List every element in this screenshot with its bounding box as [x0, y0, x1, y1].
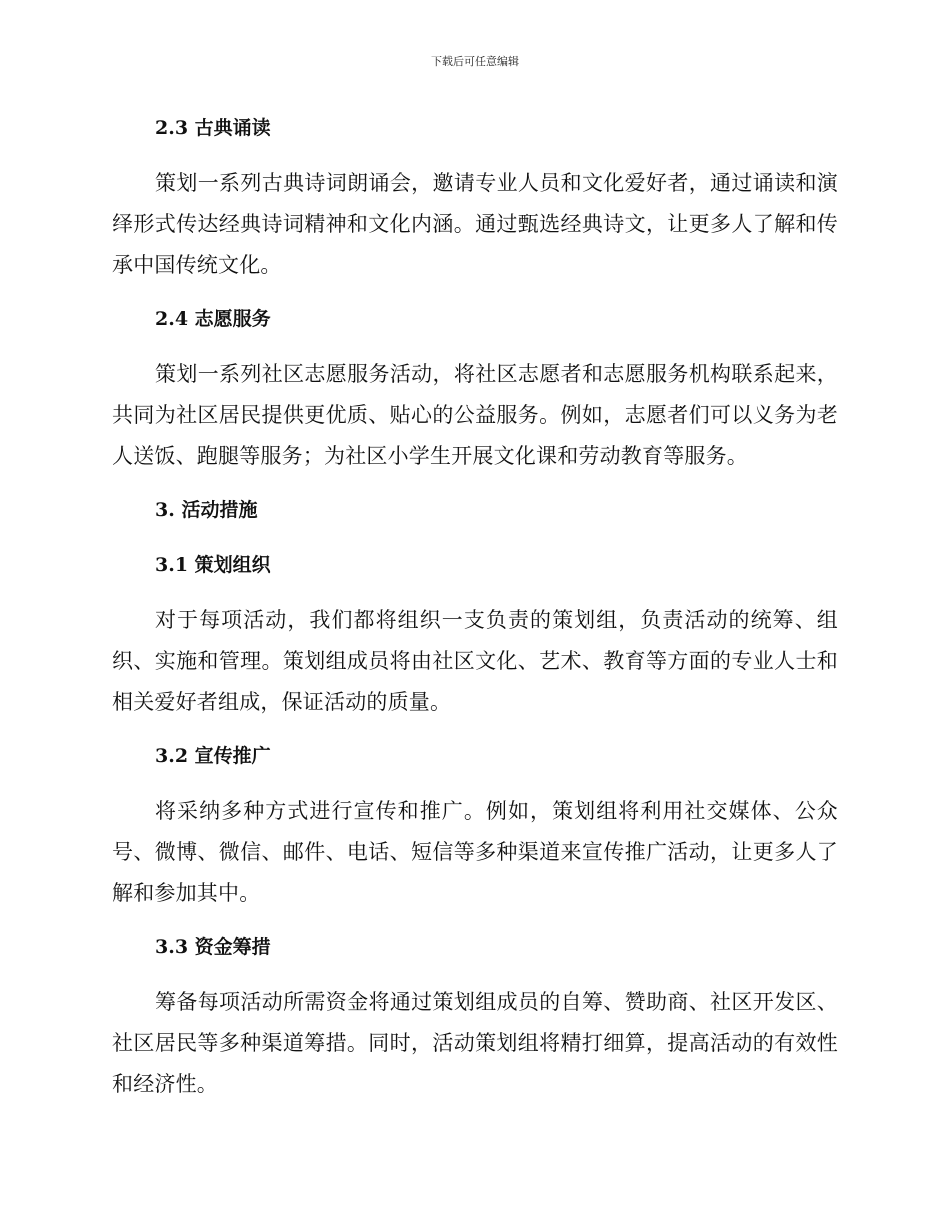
section-heading-2-4: 2.4 志愿服务 [155, 308, 271, 330]
page-header: 下载后可任意编辑 [431, 55, 519, 68]
section-paragraph-3-1: 对于每项活动，我们都将组织一支负责的策划组，负责活动的统筹、组织、实施和管理。策划组成员将由社区文化、艺术、教育等方面的专业人士和相关爱好者组成，保证活动的质量。 [112, 608, 838, 714]
section-heading-2-3: 2.3 古典诵读 [155, 117, 271, 139]
section-paragraph-2-4: 策划一系列社区志愿服务活动，将社区志愿者和志愿服务机构联系起来，共同为社区居民提供更优质、贴心的公益服务。例如，志愿者们可以义务为老人送饭、跑腿等服务；为社区小学生开展文化课和劳动教育等服务。 [112, 362, 838, 468]
section-heading-3: 3. 活动措施 [155, 499, 258, 521]
section-paragraph-3-2: 将采纳多种方式进行宣传和推广。例如，策划组将利用社交媒体、公众号、微博、微信、邮件、电话、短信等多种渠道来宣传推广活动，让更多人了解和参加其中。 [112, 799, 838, 905]
section-paragraph-3-3: 筹备每项活动所需资金将通过策划组成员的自筹、赞助商、社区开发区、社区居民等多种渠道筹措。同时，活动策划组将精打细算，提高活动的有效性和经济性。 [112, 990, 838, 1096]
section-paragraph-2-3: 策划一系列古典诗词朗诵会，邀请专业人员和文化爱好者，通过诵读和演绎形式传达经典诗词精神和文化内涵。通过甄选经典诗文，让更多人了解和传承中国传统文化。 [112, 171, 838, 277]
section-heading-3-2: 3.2 宣传推广 [155, 745, 271, 767]
section-heading-3-1: 3.1 策划组织 [155, 554, 271, 576]
document-body [112, 108, 838, 1118]
section-heading-3-3: 3.3 资金筹措 [155, 936, 271, 958]
